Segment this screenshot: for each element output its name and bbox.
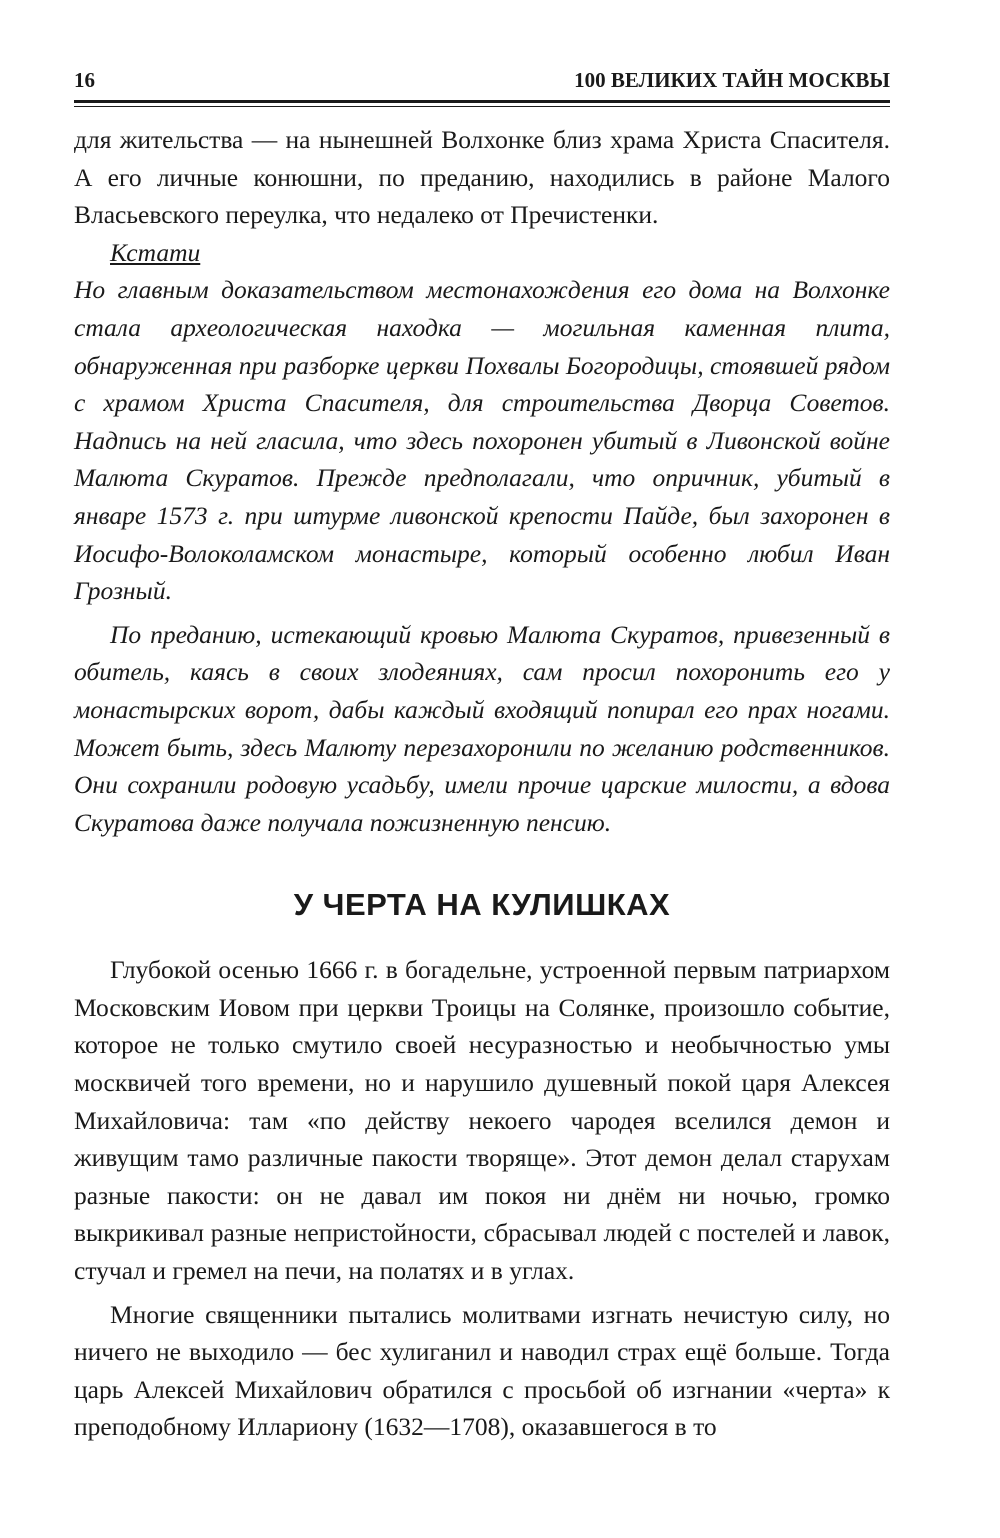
paragraph-2: Глубокой осенью 1666 г. в богадельне, устроенной первым патриархом Московским Иовом при церкви Троицы на Солянке, произошло событие, которое не только смутило своей несуразностью и необычностью умы москвичей того времени, но и нарушило душевный покой царя Алексея Михайловича: там «по действу некоего чародея вселился демон и живущим тамо различные пакости творяще». Этот демон делал старухам разные пакости: он не давал им покоя ни днём ни ночью, громко выкрикивал разные непристойности, сбрасывал людей с постелей и лавок, стучал и гремел на печи, на полатях и в углах. <box>74 955 890 1286</box>
aside-paragraph-1: Но главным доказательством местонахождения его дома на Волхонке стала археологическая находка — могильная каменная плита, обнаруженная при разборке церкви Похвалы Богородицы, стоявшей рядом с храмом Христа Спасителя, для строительства Дворца Советов. Надпись на ней гласила, что здесь похоронен убитый в Ливонской войне Малюта Скуратов. Прежде предполагали, что опричник, убитый в январе 1573 г. при штурме ливонской крепости Пайде, был захоронен в Иосифо-Волоколамском монастыре, который особенно любил Иван Грозный. <box>74 275 890 606</box>
aside-paragraph-2: По преданию, истекающий кровью Малюта Скуратов, привезенный в обитель, каясь в своих злодеяниях, сам просил похоронить его у монастырских ворот, дабы каждый входящий попирал его прах ногами. Может быть, здесь Малюту перезахоронили по желанию родственников. Они сохранили родовую усадьбу, имели прочие царские милости, а вдова Скуратова даже получала пожизненную пенсию. <box>74 619 890 837</box>
page-number: 16 <box>74 68 95 92</box>
book-page <box>74 60 890 1446</box>
header-rule-thin <box>74 106 890 107</box>
section-title: У ЧЕРТА НА КУЛИШКАХ <box>293 887 671 923</box>
paragraph-3: Многие священники пытались молитвами изгнать нечистую силу, но ничего не выходило — бес хулиганил и наводил страх ещё больше. Тогда царь Алексей Михайлович обратился с просьбой об изгнании «черта» к преподобному Иллариону (1632—1708), оказавшегося в то <box>74 1299 890 1442</box>
paragraph-continuation: для жительства — на нынешней Волхонке близ храма Христа Спасителя. А его личные конюшни, по преданию, находились в районе Малого Власьевского переулка, что недалеко от Пречистенки. <box>74 125 890 230</box>
running-header <box>74 60 890 100</box>
aside-title: Кстати <box>110 237 201 267</box>
book-title: 100 ВЕЛИКИХ ТАЙН МОСКВЫ <box>574 68 890 92</box>
header-rule-thick <box>74 100 890 103</box>
